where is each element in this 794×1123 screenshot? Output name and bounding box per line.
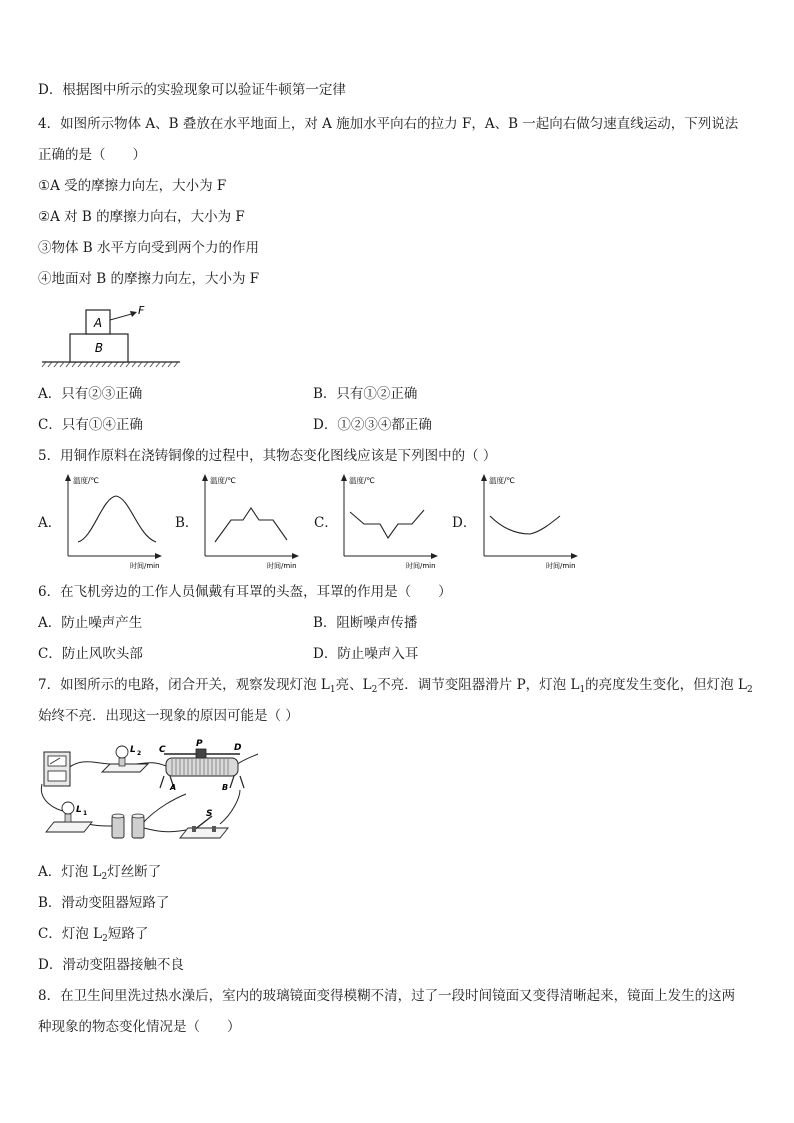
q7-option-c[interactable]: C．灯泡 $L_2$短路了 [38, 926, 149, 944]
q4-stem-line2: 正确的是（ ） [38, 147, 146, 163]
battery-1 [112, 816, 124, 838]
q4-statement-4: ④地面对 B 的摩擦力向左，大小为 F [38, 271, 260, 287]
q4-statement-2: ②A 对 B 的摩擦力向右，大小为 F [38, 209, 245, 225]
force-arrowhead [130, 311, 137, 317]
q5-graph-c-label[interactable]: C． [314, 515, 338, 531]
svg-text:S: S [206, 809, 213, 819]
q4-option-d[interactable]: D．①②③④都正确 [313, 417, 432, 433]
q7-circuit-figure [36, 738, 276, 844]
q3-option-d: D．根据图中所示的实验现象可以验证牛顿第一定律 [38, 82, 346, 98]
slider-p [196, 749, 206, 758]
q8-stem-line2: 种现象的物态变化情况是（ ） [38, 1019, 241, 1035]
q6-option-a[interactable]: A．防止噪声产生 [38, 615, 143, 631]
q5-graph-d-label[interactable]: D． [452, 515, 477, 531]
svg-text:B: B [222, 783, 229, 792]
l2-bulb [116, 746, 128, 758]
q4-option-c[interactable]: C．只有①④正确 [38, 417, 143, 433]
q6-stem: 6．在飞机旁边的工作人员佩戴有耳罩的头盔，耳罩的作用是（ ） [38, 584, 452, 600]
graph-b-xlabel: 时间/min [267, 562, 297, 570]
l1-bulb [62, 802, 74, 814]
svg-text:C: C [159, 745, 166, 755]
graph-b-curve [215, 508, 287, 542]
q5-graph-a[interactable] [58, 472, 164, 572]
q5-stem: 5．用铜作原料在浇铸铜像的过程中，其物态变化图线应该是下列图中的（ ） [38, 448, 497, 464]
svg-text:P: P [196, 739, 203, 749]
q4-statement-1: ①A 受的摩擦力向左，大小为 F [38, 178, 227, 194]
svg-text:A: A [170, 783, 177, 792]
q5-graph-b[interactable] [195, 472, 301, 572]
svg-text:1: 1 [83, 810, 88, 817]
q5-graph-c[interactable] [334, 472, 440, 572]
graph-c-ylabel: 温度/℃ [349, 476, 375, 485]
q5-graph-b-label[interactable]: B． [175, 515, 199, 531]
battery-2 [132, 816, 144, 838]
q7-stem-line2: 始终不亮．出现这一现象的原因可能是（ ） [38, 708, 299, 724]
q6-option-d[interactable]: D．防止噪声入耳 [313, 646, 419, 662]
q4-stem-line1: 4．如图所示物体 A、B 叠放在水平地面上，对 A 施加水平向右的拉力 F，A、B 一起向右做匀速直线运动，下列说法 [38, 116, 739, 132]
graph-a-ylabel: 温度/℃ [73, 476, 99, 485]
svg-text:L: L [76, 805, 82, 815]
q7-option-a[interactable]: A．灯泡 $L_2$灯丝断了 [38, 864, 162, 882]
force-label: F [138, 304, 145, 317]
q8-stem-line1: 8．在卫生间里洗过热水澡后，室内的玻璃镜面变得模糊不清，过了一段时间镜面又变得清晰起来，镜面上发生的这两 [38, 988, 736, 1004]
graph-d-ylabel: 温度/℃ [489, 476, 515, 485]
q7-option-b[interactable]: B．滑动变阻器短路了 [38, 895, 170, 911]
graph-d-curve [490, 516, 560, 534]
q7-stem-line1: 7．如图所示的电路，闭合开关，观察发现灯泡 $L_1$亮、$L_2$不亮．调节变阻器滑片 P，灯泡 $L_1$的亮度发生变化，但灯泡 $L_2$ [38, 677, 753, 695]
q7-option-d[interactable]: D．滑动变阻器接触不良 [38, 957, 184, 973]
q4-option-a[interactable]: A．只有②③正确 [38, 386, 143, 402]
q6-option-b[interactable]: B．阻断噪声传播 [313, 615, 418, 631]
q6-option-c[interactable]: C．防止风吹头部 [38, 646, 143, 662]
block-b-label: B [94, 341, 104, 355]
graph-d-xlabel: 时间/min [546, 562, 576, 570]
q4-blocks-figure [40, 300, 180, 370]
graph-a-curve [78, 496, 156, 542]
q4-option-b[interactable]: B．只有①②正确 [313, 386, 418, 402]
svg-text:L: L [130, 745, 136, 755]
ground-hatch [42, 362, 178, 367]
l1-board [46, 822, 92, 832]
block-a-label: A [93, 316, 103, 330]
svg-text:2: 2 [137, 750, 142, 757]
switch-board [180, 828, 228, 838]
q5-graph-a-label[interactable]: A． [38, 515, 62, 531]
graph-b-ylabel: 温度/℃ [210, 476, 236, 485]
q5-graph-d[interactable] [474, 472, 580, 572]
graph-c-curve [350, 510, 424, 538]
q4-statement-3: ③物体 B 水平方向受到两个力的作用 [38, 240, 260, 256]
svg-text:D: D [234, 743, 242, 753]
rheostat-coil [166, 758, 238, 776]
graph-a-xlabel: 时间/min [130, 562, 160, 570]
graph-c-xlabel: 时间/min [406, 562, 436, 570]
